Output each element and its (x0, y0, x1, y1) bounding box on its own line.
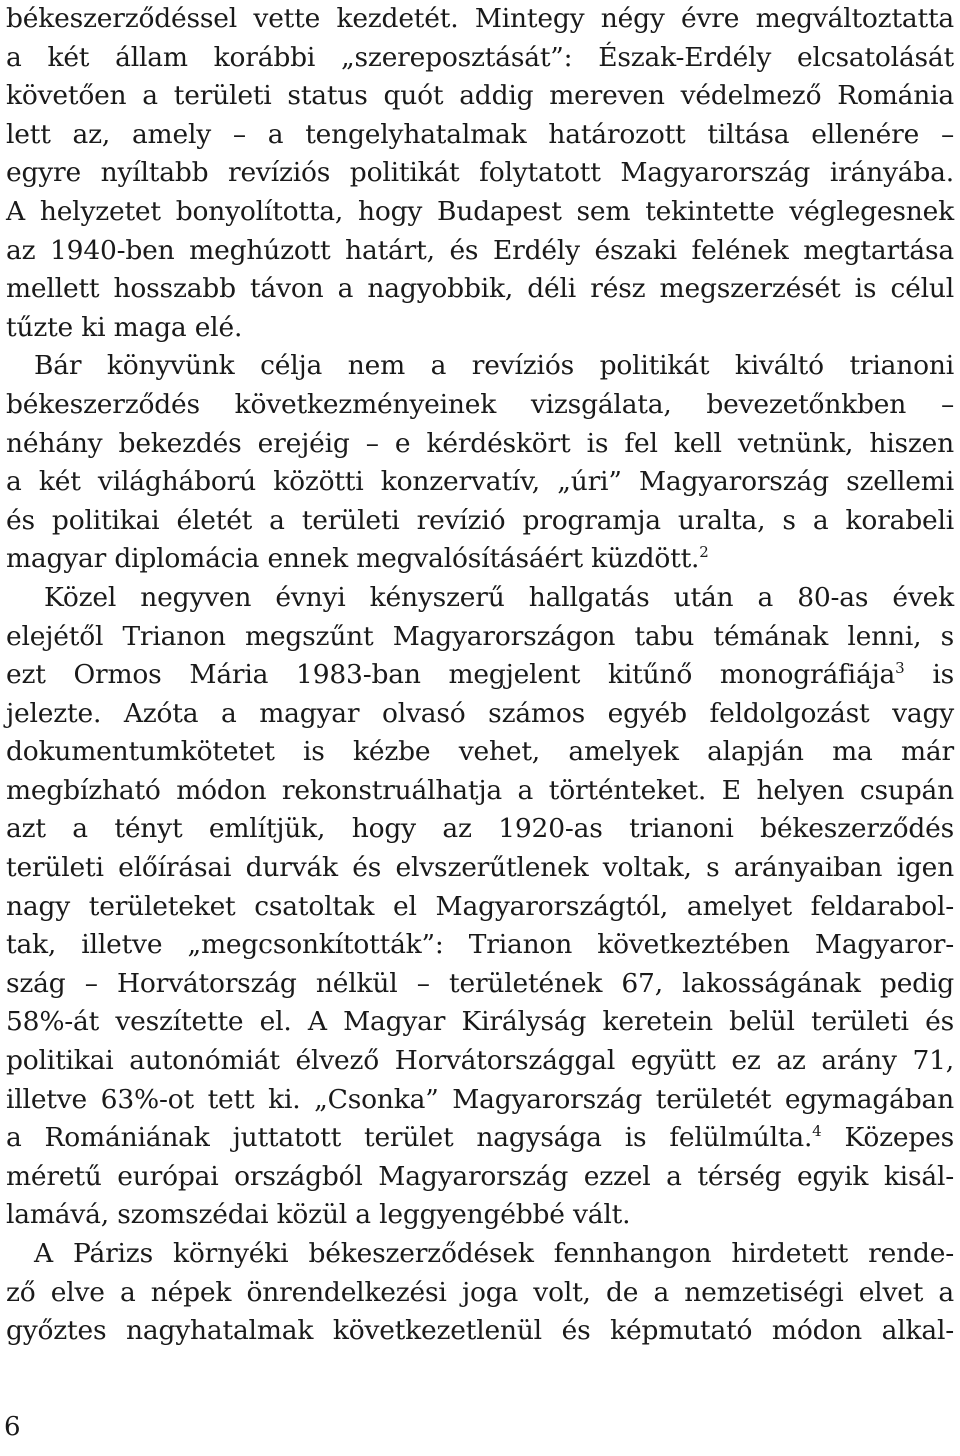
text-line (6, 1119, 954, 1158)
text-line: tűzte ki maga elé. (6, 311, 243, 343)
text-line: 58%-át veszítette el. A Magyar Királyság keretein belül területi és (6, 1006, 954, 1038)
text-line: Bár könyvünk célja nem a revíziós politikát kiváltó trianoni (34, 350, 954, 382)
paragraph-2 (6, 347, 954, 579)
text-line: a két állam korábbi „szereposztását”: Észak-Erdély elcsatolását (6, 41, 954, 73)
document-page (6, 0, 954, 1351)
text-line: azt a tényt említjük, hogy az 1920-as trianoni békeszerződés (6, 813, 954, 845)
paragraph-3 (6, 579, 954, 1235)
text-line: tak, illetve „megcsonkították”: Trianon következtében Magyaror- (6, 929, 954, 961)
text-line: és politikai életét a területi revízió programja uralta, s a korabeli (6, 504, 954, 536)
text-line-tail: Közepes (821, 1122, 954, 1154)
text-line: egyre nyíltabb revíziós politikát folytatott Magyarország irányába. (6, 157, 954, 189)
text-line: néhány bekezdés erejéig – e kérdéskört is fel kell vetnünk, hiszen (6, 427, 954, 459)
text-line-tail: is (904, 659, 954, 691)
text-line: a két világháború közötti konzervatív, „úri” Magyarország szellemi (6, 466, 954, 498)
text-line (6, 656, 954, 695)
text-line: békeszerződés következményeinek vizsgálata, bevezetőnkben – (6, 388, 954, 420)
text-line: elejétől Trianon megszűnt Magyarországon tabu témának lenni, s (6, 620, 954, 652)
text-line: lett az, amely – a tengelyhatalmak határozott tiltása ellenére – (6, 118, 954, 150)
text-line (6, 540, 954, 579)
text-line: dokumentumkötetet is kézbe vehet, amelyek alapján ma már (6, 736, 954, 768)
text-line: méretű európai országból Magyarország ezzel a térség egyik kisál- (6, 1160, 954, 1192)
text-line-content: magyar diplomácia ennek megvalósításáért küzdött. (6, 543, 700, 575)
text-line: mellett hosszabb távon a nagyobbik, déli rész megszerzését is célul (6, 273, 954, 305)
paragraph-4 (6, 1235, 954, 1351)
text-line: ző elve a népek önrendelkezési joga volt, de a nemzetiségi elvet a (6, 1276, 954, 1308)
text-line: békeszerződéssel vette kezdetét. Mintegy négy évre megváltoztatta (6, 3, 954, 34)
text-line: az 1940-ben meghúzott határt, és Erdély északi felének megtartása (6, 234, 954, 266)
text-line: területi előírásai durvák és elvszerűtlenek voltak, s arányaiban igen (6, 852, 954, 884)
footnote-marker: 2 (699, 543, 709, 562)
text-line: A Párizs környéki békeszerződések fennhangon hirdetett rende- (34, 1238, 954, 1269)
text-line: szág – Horvátország nélkül – területének 67, lakosságának pedig (6, 967, 954, 999)
text-line: jelezte. Azóta a magyar olvasó számos egyéb feldolgozást vagy (6, 697, 954, 729)
text-line: lamává, szomszédai közül a leggyengébbé vált. (6, 1199, 631, 1231)
text-line: megbízható módon rekonstruálhatja a történteket. E helyen csupán (6, 774, 954, 806)
text-line: győztes nagyhatalmak következetlenül és képmutató módon alkal- (6, 1315, 954, 1347)
text-line-content: a Romániának juttatott terület nagysága is felülmúlta. (6, 1122, 813, 1154)
text-line: illetve 63%-ot tett ki. „Csonka” Magyarország területét egymagában (6, 1083, 954, 1115)
text-line-content: ezt Ormos Mária 1983-ban megjelent kitűnő monográfiája (6, 659, 896, 691)
footnote-marker: 4 (812, 1122, 822, 1141)
text-line: A helyzetet bonyolította, hogy Budapest sem tekintette véglegesnek (6, 195, 954, 227)
footnote-marker: 3 (895, 659, 905, 678)
text-line: nagy területeket csatoltak el Magyarországtól, amelyet feldarabol- (6, 890, 954, 922)
text-line: politikai autonómiát élvező Horvátországgal együtt ez az arány 71, (6, 1045, 954, 1077)
page-number: 6 (4, 1412, 21, 1442)
text-line: követően a területi status quót addig mereven védelmező Románia (6, 80, 954, 112)
paragraph-1 (6, 0, 954, 347)
text-line: Közel negyven évnyi kényszerű hallgatás után a 80-as évek (44, 581, 954, 613)
